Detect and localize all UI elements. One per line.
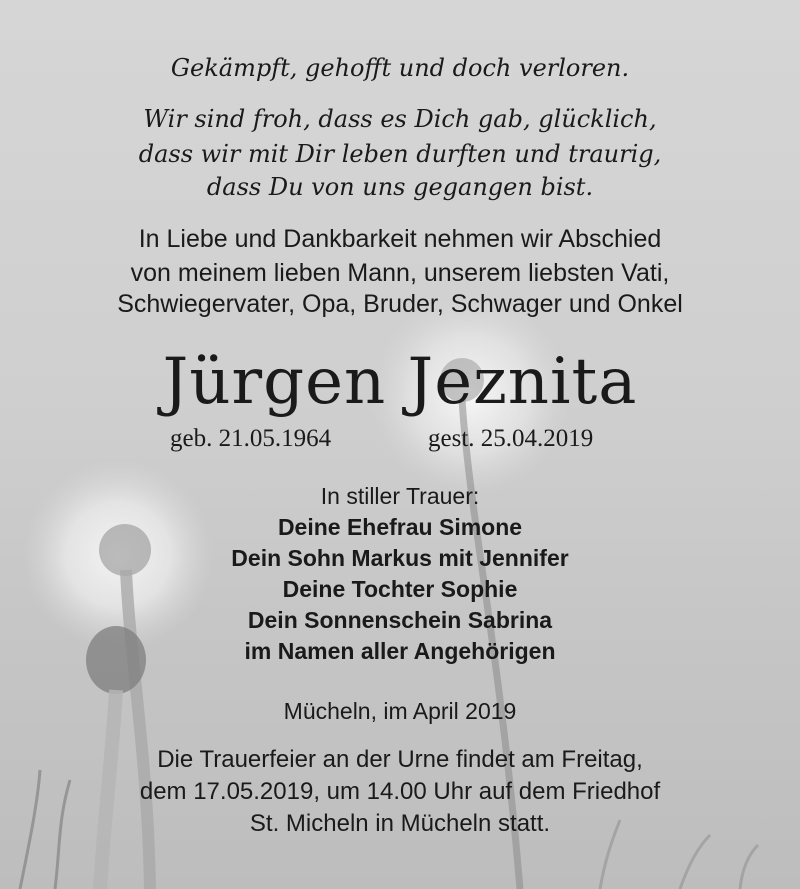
funeral-info (0, 744, 800, 840)
death-date: gest. 25.04.2019 (428, 425, 594, 452)
motto-line: dass Du von uns gegangen bist. (206, 173, 594, 201)
motto-line: Wir sind froh, dass es Dich gab, glücklich, (143, 105, 657, 133)
mourner-name: Dein Sonnenschein Sabrina (247, 607, 553, 633)
deceased-name: Jürgen Jeznita (162, 345, 638, 419)
intro-line: von meinem lieben Mann, unserem liebsten Vati, (130, 259, 670, 287)
mourners-intro: In stiller Trauer: (320, 483, 480, 509)
mourner-name: im Namen aller Angehörigen (244, 638, 556, 664)
mourner-name: Deine Ehefrau Simone (277, 514, 523, 540)
life-dates (0, 422, 800, 456)
motto-line: dass wir mit Dir leben durften und traurig, (138, 140, 662, 168)
mourners-list (0, 512, 800, 667)
funeral-line: Die Trauerfeier an der Urne findet am Freitag, (157, 746, 643, 773)
intro-line: Schwiegervater, Opa, Bruder, Schwager und Onkel (117, 290, 683, 318)
place-and-date: Mücheln, im April 2019 (283, 698, 517, 724)
mourner-name: Dein Sohn Markus mit Jennifer (231, 545, 569, 571)
mourner-name: Deine Tochter Sophie (282, 576, 518, 602)
intro-line: In Liebe und Dankbarkeit nehmen wir Abschied (138, 225, 662, 253)
funeral-line: St. Micheln in Mücheln statt. (249, 810, 551, 837)
motto-line: Gekämpft, gehofft und doch verloren. (170, 54, 630, 82)
funeral-line: dem 17.05.2019, um 14.00 Uhr auf dem Friedhof (139, 778, 661, 805)
birth-date: geb. 21.05.1964 (170, 425, 332, 452)
